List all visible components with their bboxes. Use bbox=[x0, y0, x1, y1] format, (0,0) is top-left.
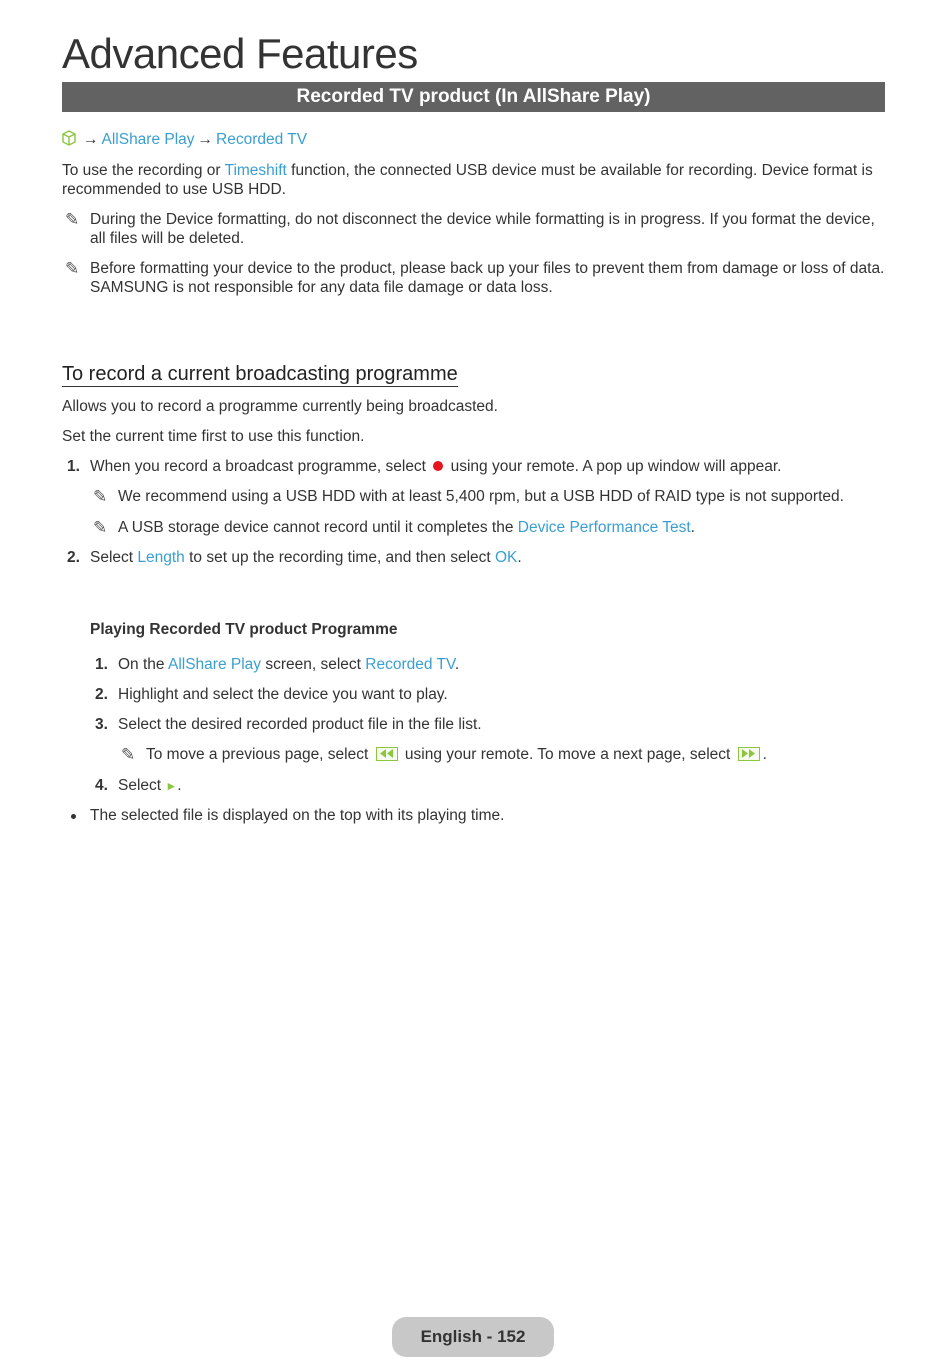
note-text: . bbox=[762, 746, 767, 763]
record-step-2 bbox=[62, 548, 885, 567]
breadcrumb-arrow: → bbox=[83, 131, 99, 148]
bullet-dot bbox=[71, 814, 76, 819]
ok-link[interactable]: OK bbox=[495, 549, 518, 566]
step-number: 4. bbox=[95, 777, 108, 794]
breadcrumb bbox=[62, 130, 307, 150]
breadcrumb-arrow: → bbox=[197, 131, 214, 148]
note-pencil-icon: ✎ bbox=[65, 259, 80, 278]
playing-subtitle: Playing Recorded TV product Programme bbox=[90, 621, 398, 638]
length-link[interactable]: Length bbox=[137, 549, 185, 566]
manual-page bbox=[62, 0, 885, 1370]
note-pencil-icon: ✎ bbox=[121, 745, 136, 764]
playing-step-4 bbox=[90, 776, 885, 796]
step-text: Select bbox=[118, 777, 166, 794]
step-text: . bbox=[454, 656, 460, 673]
step-text: On the bbox=[118, 656, 168, 673]
record-desc: Allows you to record a programme currently being broadcasted. bbox=[62, 398, 498, 415]
note-text: . bbox=[690, 519, 695, 536]
playing-step-3 bbox=[90, 715, 885, 734]
record-heading: To record a current broadcasting programme bbox=[62, 363, 458, 385]
note-text: using your remote. To move a next page, select bbox=[400, 746, 735, 763]
page-title: Advanced Features bbox=[62, 30, 418, 77]
recorded-tv-link[interactable]: Recorded TV bbox=[365, 656, 455, 673]
intro-paragraph bbox=[62, 161, 885, 199]
page-number-badge: English - 152 bbox=[392, 1317, 554, 1357]
info-bullet bbox=[62, 806, 885, 825]
note-pencil-icon: ✎ bbox=[93, 518, 108, 537]
note-text: To move a previous page, select bbox=[146, 746, 373, 763]
step-text: When you record a broadcast programme, select bbox=[90, 458, 431, 475]
note-backup bbox=[62, 259, 885, 297]
step-text: . bbox=[177, 777, 182, 794]
intro-text: function, the connected USB device must be available for recording. Device format is recommended to use USB HDD. bbox=[62, 162, 873, 198]
step-text: Highlight and select the device you want to play. bbox=[118, 686, 448, 703]
note-text: We recommend using a USB HDD with at least 5,400 rpm, but a USB HDD of RAID type is not supported. bbox=[118, 488, 844, 505]
step-number: 2. bbox=[67, 549, 80, 566]
note-page-navigation bbox=[118, 745, 885, 764]
playing-step-1 bbox=[90, 655, 885, 674]
record-prereq: Set the current time first to use this function. bbox=[62, 428, 365, 445]
note-pencil-icon: ✎ bbox=[65, 210, 80, 229]
step-text: . bbox=[517, 549, 522, 566]
playing-step-2 bbox=[90, 685, 885, 704]
note-text: A USB storage device cannot record until it completes the bbox=[118, 519, 518, 536]
timeshift-link[interactable]: Timeshift bbox=[224, 162, 287, 179]
note-text: Before formatting your device to the product, please back up your files to prevent them from damage or loss of data. SAMSUNG is not responsible for any data file damage or data loss. bbox=[90, 260, 885, 296]
step-number: 1. bbox=[67, 458, 80, 475]
step-number: 1. bbox=[95, 656, 108, 673]
step-number: 2. bbox=[95, 686, 108, 703]
section-title-bar: Recorded TV product (In AllShare Play) bbox=[62, 82, 885, 112]
step-text: Select the desired recorded product file in the file list. bbox=[118, 716, 482, 733]
step-text: screen, select bbox=[261, 656, 366, 673]
step-text: using your remote. A pop up window will appear. bbox=[446, 458, 782, 475]
note-formatting bbox=[62, 210, 885, 248]
fast-forward-button-icon bbox=[738, 747, 760, 761]
step-number: 3. bbox=[95, 716, 108, 733]
step-text: Select bbox=[90, 549, 138, 566]
play-icon: ► bbox=[165, 779, 178, 793]
allshare-play-link[interactable]: AllShare Play bbox=[167, 656, 262, 673]
intro-text: To use the recording or bbox=[62, 162, 225, 179]
note-performance-test bbox=[90, 518, 885, 537]
menu-cube-icon bbox=[62, 130, 76, 146]
record-step-1 bbox=[62, 457, 885, 476]
note-text: During the Device formatting, do not disconnect the device while formatting is in progress. If you format the device, all files will be deleted. bbox=[90, 211, 875, 247]
breadcrumb-recorded-tv[interactable]: Recorded TV bbox=[216, 131, 308, 148]
breadcrumb-allshare-play[interactable]: AllShare Play bbox=[101, 131, 195, 148]
record-button-icon bbox=[433, 461, 443, 471]
step-text: to set up the recording time, and then select bbox=[184, 549, 495, 566]
device-performance-test-link[interactable]: Device Performance Test bbox=[517, 519, 691, 536]
bullet-text: The selected file is displayed on the top with its playing time. bbox=[90, 807, 505, 824]
note-pencil-icon: ✎ bbox=[93, 487, 108, 506]
rewind-button-icon bbox=[376, 747, 398, 761]
note-usb-hdd bbox=[90, 487, 885, 506]
